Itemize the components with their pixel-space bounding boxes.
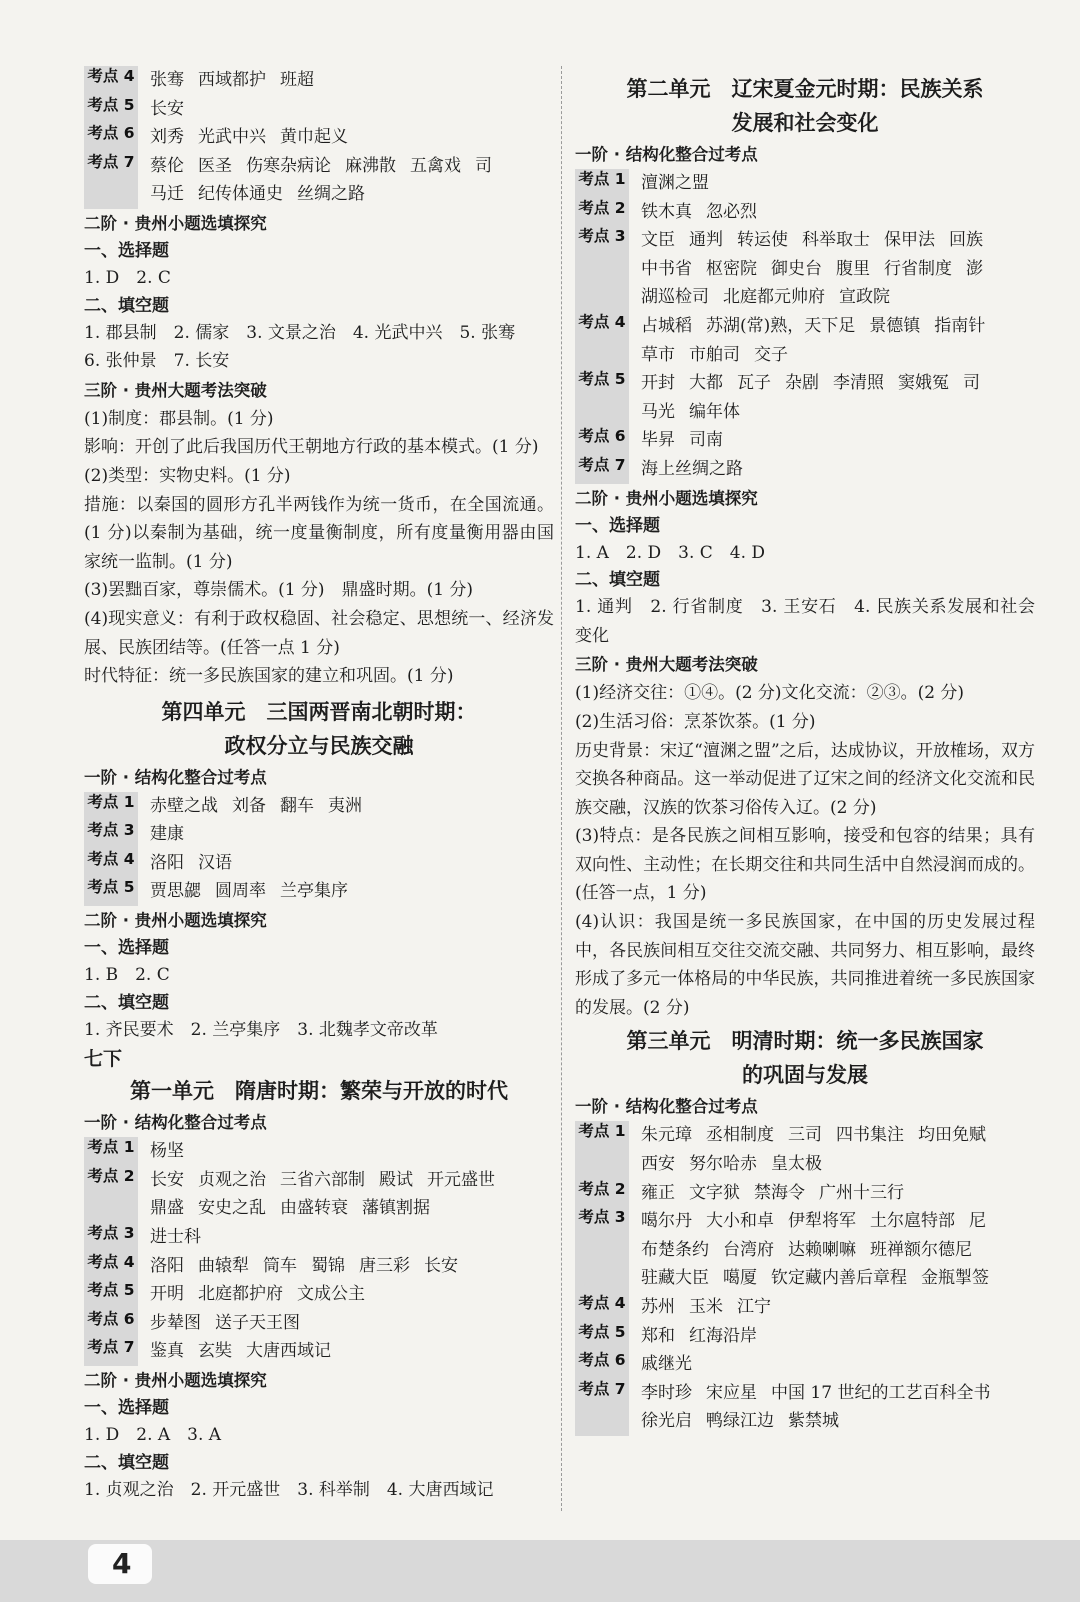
kaodian-item: 铁木真	[641, 201, 692, 222]
kaodian-item: 朱元璋	[641, 1125, 692, 1146]
kaodian-item: 洛阳	[150, 1255, 184, 1276]
kaodian-item: 文臣	[641, 230, 675, 251]
kaodian-item: 噶尔丹	[641, 1211, 692, 1232]
section-heading: 二阶 · 贵州小题选填探究	[575, 488, 758, 508]
kaodian-row	[575, 426, 1035, 455]
kaodian-item: 唐三彩	[359, 1255, 410, 1276]
kaodian-item: 贞观之治	[198, 1169, 266, 1190]
subsection-heading: 二、填空题	[84, 295, 169, 316]
kaodian-item: 大都	[689, 373, 723, 394]
answer-line: 1. D 2. A 3. A	[84, 1425, 222, 1445]
kaodian-tag: 考点 5	[575, 1322, 629, 1351]
kaodian-item: 开元盛世	[427, 1169, 495, 1190]
kaodian-row	[84, 792, 554, 821]
kaodian-items	[150, 1309, 554, 1338]
kaodian-row	[575, 1293, 1035, 1322]
unit-title: 政权分立与民族交融	[224, 733, 414, 758]
kaodian-row	[84, 1309, 554, 1338]
kaodian-row	[575, 1350, 1035, 1379]
kaodian-items	[150, 180, 554, 209]
kaodian-tag: 考点 3	[575, 226, 629, 312]
kaodian-row	[575, 455, 1035, 484]
kaodian-item: 瓦子	[737, 373, 771, 394]
kaodian-item: 达赖喇嘛	[788, 1239, 856, 1260]
kaodian-group	[84, 1137, 554, 1166]
kaodian-item: 李清照	[833, 373, 884, 394]
kaodian-item: 张骞	[150, 70, 184, 90]
kaodian-item: 大唐西域记	[246, 1341, 331, 1362]
kaodian-row	[84, 95, 554, 124]
kaodian-tag: 考点 3	[84, 820, 138, 849]
section-heading: 一阶 · 结构化整合过考点	[84, 1113, 267, 1133]
kaodian-items	[641, 1264, 1035, 1293]
kaodian-item: 安史之乱	[198, 1198, 266, 1219]
kaodian-item: 通判	[689, 230, 723, 251]
page-number: 4	[88, 1544, 152, 1584]
kaodian-item: 保甲法	[884, 230, 935, 251]
kaodian-item: 贾思勰	[150, 881, 201, 902]
kaodian-group	[575, 1179, 1035, 1208]
kaodian-items	[641, 1121, 1035, 1150]
kaodian-1	[575, 1121, 1035, 1178]
kaodian-tag: 考点 4	[84, 849, 138, 878]
kaodian-3	[575, 226, 1035, 312]
kaodian-item: 杂剧	[785, 373, 819, 394]
footer-bar	[0, 1540, 1080, 1602]
answer-line: 1. A 2. D 3. C 4. D	[575, 542, 766, 563]
kaodian-tag: 考点 6	[84, 1309, 138, 1338]
kaodian-7	[575, 1379, 1035, 1436]
kaodian-item: 指南针	[934, 315, 986, 336]
kaodian-item: 广州十三行	[819, 1182, 904, 1203]
kaodian-items	[641, 283, 1035, 312]
kaodian-item: 杨坚	[150, 1141, 184, 1162]
kaodian-item: 步辇图	[150, 1312, 201, 1333]
kaodian-row	[84, 1252, 554, 1281]
kaodian-item: 科举取士	[802, 230, 870, 251]
kaodian-items	[150, 1280, 554, 1309]
kaodian-row	[575, 1179, 1035, 1208]
kaodian-tag: 考点 1	[84, 792, 138, 821]
answer-paragraph: (1)制度：郡县制。(1 分)	[84, 408, 274, 429]
kaodian-item: 曲辕犁	[198, 1255, 249, 1276]
kaodian-items	[150, 1166, 554, 1195]
kaodian-tag: 考点 7	[575, 1379, 629, 1436]
kaodian-tag: 考点 2	[575, 1179, 629, 1208]
kaodian-item: 苏湖(常)熟，天下足	[706, 315, 856, 336]
kaodian-item: 禁海令	[754, 1182, 805, 1203]
kaodian-item: 雍正	[641, 1182, 675, 1203]
subsection-heading: 一、选择题	[575, 515, 660, 536]
kaodian-item: 鼎盛	[150, 1198, 184, 1219]
answer-line: 6. 张仲景 7. 长安	[84, 351, 230, 372]
kaodian-item: 回族	[949, 230, 983, 251]
answer-paragraph: 历史背景：宋辽“澶渊之盟”之后，达成协议，开放榷场，双方交换各种商品。这一举动促进了辽宋之间的经济文化交流和民族交融，汉族的饮茶习俗传入辽。(2 分)	[575, 740, 1035, 818]
answer-line: 1. D 2. C	[84, 267, 171, 288]
kaodian-item: 鸭绿江边	[706, 1411, 774, 1432]
answer-line: 1. 郡县制 2. 儒家 3. 文景之治 4. 光武中兴 5. 张骞	[84, 322, 516, 343]
kaodian-item: 洛阳	[150, 852, 184, 873]
kaodian-item: 丝绸之路	[297, 184, 365, 205]
kaodian-item: 毕昇	[641, 430, 675, 451]
kaodian-item: 丞相制度	[706, 1125, 774, 1146]
answer-paragraph: (1)经济交往：①④。(2 分)文化交流：②③。(2 分)	[575, 683, 965, 704]
kaodian-item: 筒车	[263, 1255, 297, 1276]
kaodian-tag: 考点 5	[84, 877, 138, 906]
kaodian-group	[84, 1223, 554, 1366]
kaodian-tag: 考点 3	[575, 1207, 629, 1293]
kaodian-items	[150, 877, 554, 906]
kaodian-item: 郑和	[641, 1325, 675, 1346]
kaodian-items	[641, 226, 1035, 255]
subsection-heading: 一、选择题	[84, 1398, 169, 1418]
kaodian-items	[150, 849, 554, 878]
answer-paragraphs	[575, 679, 1035, 1022]
kaodian-tag: 考点 2	[84, 1166, 138, 1223]
kaodian-item: 黄巾起义	[280, 127, 348, 148]
left-column	[84, 66, 554, 1504]
kaodian-item: 长安	[424, 1255, 458, 1276]
unit-title: 第二单元 辽宋夏金元时期：民族关系	[626, 77, 984, 101]
kaodian-item: 徐光启	[641, 1411, 692, 1432]
kaodian-item: 交子	[754, 344, 788, 365]
kaodian-item: 班禅额尔德尼	[870, 1239, 972, 1260]
kaodian-items	[641, 369, 1035, 398]
answer-paragraph: (2)类型：实物史料。(1 分)	[84, 465, 291, 486]
kaodian-tag: 考点 4	[84, 1252, 138, 1281]
answer-paragraph: (3)罢黜百家，尊崇儒术。(1 分) 鼎盛时期。(1 分)	[84, 580, 474, 601]
kaodian-item: 皇太极	[771, 1154, 822, 1175]
section-heading: 三阶 · 贵州大题考法突破	[575, 655, 758, 675]
kaodian-item: 枢密院	[706, 258, 757, 279]
kaodian-item: 司南	[689, 430, 723, 451]
kaodian-item: 大小和卓	[706, 1211, 774, 1232]
kaodian-tag: 考点 3	[84, 1223, 138, 1252]
kaodian-item: 蔡伦	[150, 155, 184, 176]
kaodian-row	[84, 820, 554, 849]
kaodian-row	[84, 849, 554, 878]
subsection-heading: 一、选择题	[84, 240, 169, 261]
kaodian-tag: 考点 4	[575, 312, 629, 369]
kaodian-items	[641, 1236, 1035, 1265]
section-heading: 二阶 · 贵州小题选填探究	[84, 213, 267, 233]
kaodian-item: 窦娥冤	[898, 373, 949, 394]
kaodian-2	[84, 1166, 554, 1223]
kaodian-item: 北庭都护府	[198, 1284, 283, 1305]
kaodian-items	[641, 169, 1035, 198]
kaodian-item: 宣政院	[839, 287, 890, 308]
kaodian-items	[150, 95, 554, 124]
kaodian-item: 赤壁之战	[150, 795, 218, 816]
kaodian-item: 编年体	[689, 401, 740, 422]
kaodian-item: 转运使	[737, 230, 788, 251]
kaodian-items	[150, 152, 554, 181]
kaodian-item: 尼	[969, 1211, 986, 1232]
kaodian-item: 由盛转衰	[280, 1198, 348, 1219]
kaodian-tag: 考点 6	[84, 123, 138, 152]
kaodian-items	[150, 792, 554, 821]
kaodian-item: 宋应星	[706, 1382, 757, 1403]
kaodian-items	[641, 1150, 1035, 1179]
kaodian-item: 鉴真	[150, 1341, 184, 1362]
kaodian-item: 忽必烈	[706, 201, 757, 222]
kaodian-item: 纪传体通史	[198, 184, 283, 205]
kaodian-row	[84, 877, 554, 906]
kaodian-item: 五禽戏	[410, 155, 461, 176]
kaodian-item: 红海沿岸	[689, 1325, 757, 1346]
kaodian-row	[84, 123, 554, 152]
unit-title: 第三单元 明清时期：统一多民族国家	[626, 1029, 984, 1054]
kaodian-item: 澎	[966, 258, 983, 279]
answer-line: 1. B 2. C	[84, 965, 170, 986]
kaodian-item: 御史台	[771, 258, 822, 279]
answer-paragraph: 措施：以秦国的圆形方孔半两钱作为统一货币，在全国流通。(1 分)以秦制为基础，统一度量衡制度，所有度量衡用器由国家统一监制。(1 分)	[84, 494, 554, 572]
kaodian-tag: 考点 1	[575, 1121, 629, 1178]
kaodian-tag: 考点 4	[84, 66, 138, 95]
section-heading: 二阶 · 贵州小题选填探究	[84, 1371, 267, 1390]
kaodian-tag: 考点 7	[575, 455, 629, 484]
kaodian-tag: 考点 4	[575, 1293, 629, 1322]
kaodian-item: 开封	[641, 373, 675, 394]
subsection-heading: 一、选择题	[84, 938, 169, 959]
kaodian-7	[84, 152, 554, 209]
kaodian-item: 台湾府	[723, 1239, 774, 1260]
section-heading: 三阶 · 贵州大题考法突破	[84, 380, 267, 400]
subsection-heading: 二、填空题	[84, 992, 169, 1013]
kaodian-item: 戚继光	[641, 1354, 692, 1375]
kaodian-item: 三司	[788, 1125, 822, 1146]
unit-title: 第四单元 三国两晋南北朝时期：	[161, 699, 477, 724]
unit-title: 发展和社会变化	[731, 111, 879, 135]
subsection-heading: 二、填空题	[575, 570, 660, 591]
kaodian-item: 马迁	[150, 184, 184, 205]
kaodian-item: 澶渊之盟	[641, 173, 709, 193]
kaodian-3	[575, 1207, 1035, 1293]
kaodian-items	[641, 398, 1035, 427]
column-divider	[561, 66, 562, 1511]
kaodian-item: 麻沸散	[345, 155, 396, 176]
section-heading: 一阶 · 结构化整合过考点	[84, 767, 267, 787]
kaodian-item: 蜀锦	[311, 1255, 345, 1276]
kaodian-items	[150, 820, 554, 849]
kaodian-item: 翻车	[280, 795, 314, 816]
kaodian-item: 努尔哈赤	[689, 1154, 757, 1175]
kaodian-row	[84, 1137, 554, 1166]
kaodian-items	[641, 426, 1035, 455]
kaodian-items	[641, 1379, 1035, 1408]
kaodian-group	[575, 426, 1035, 483]
kaodian-tag: 考点 5	[84, 95, 138, 124]
kaodian-item: 中书省	[641, 258, 692, 279]
kaodian-item: 占城稻	[641, 315, 692, 336]
kaodian-items	[641, 1322, 1035, 1351]
kaodian-item: 玄奘	[198, 1341, 232, 1362]
kaodian-item: 李时珍	[641, 1382, 692, 1403]
kaodian-item: 西域都护	[198, 70, 266, 90]
kaodian-item: 四书集注	[836, 1125, 904, 1146]
kaodian-item: 湖巡检司	[641, 287, 709, 308]
kaodian-item: 行省制度	[884, 258, 952, 279]
kaodian-item: 光武中兴	[198, 127, 266, 148]
kaodian-items	[150, 1252, 554, 1281]
kaodian-item: 马光	[641, 401, 675, 422]
kaodian-tag: 考点 1	[84, 1137, 138, 1166]
section-heading: 二阶 · 贵州小题选填探究	[84, 911, 267, 931]
answer-line: 1. 贞观之治 2. 开元盛世 3. 科举制 4. 大唐西域记	[84, 1479, 494, 1500]
kaodian-item: 兰亭集序	[280, 881, 348, 902]
kaodian-item: 钦定藏内善后章程	[771, 1268, 907, 1289]
kaodian-item: 土尔扈特部	[870, 1211, 955, 1232]
kaodian-item: 伤寒杂病论	[246, 155, 331, 176]
kaodian-item: 送子天王图	[215, 1312, 300, 1333]
kaodian-item: 噶厦	[723, 1268, 757, 1289]
kaodian-group	[84, 792, 554, 906]
kaodian-item: 腹里	[836, 258, 870, 279]
answer-paragraph: (4)认识：我国是统一多民族国家，在中国的历史发展过程中，各民族间相互交往交流交融、共同努力、相互影响，最终形成了多元一体格局的中华民族，共同推进着统一多民族国家的发展。(2 分)	[575, 912, 1035, 1018]
unit-title: 的巩固与发展	[742, 1063, 868, 1088]
kaodian-items	[150, 1223, 554, 1252]
kaodian-tag: 考点 2	[575, 198, 629, 227]
kaodian-item: 布楚条约	[641, 1239, 709, 1260]
kaodian-item: 司	[963, 373, 980, 394]
answer-line: 1. 齐民要术 2. 兰亭集序 3. 北魏孝文帝改革	[84, 1019, 438, 1040]
kaodian-items	[641, 255, 1035, 284]
kaodian-tag: 考点 5	[575, 369, 629, 426]
kaodian-group	[84, 66, 554, 152]
kaodian-row	[84, 1337, 554, 1366]
kaodian-items	[641, 1207, 1035, 1236]
kaodian-tag: 考点 1	[575, 169, 629, 198]
kaodian-4	[575, 312, 1035, 369]
kaodian-item: 长安	[150, 1169, 184, 1190]
kaodian-items	[150, 1194, 554, 1223]
kaodian-group	[575, 1293, 1035, 1379]
kaodian-item: 进士科	[150, 1227, 201, 1248]
kaodian-item: 藩镇割据	[362, 1198, 430, 1219]
kaodian-tag: 考点 6	[575, 426, 629, 455]
kaodian-row	[84, 66, 554, 95]
kaodian-item: 紫禁城	[788, 1411, 839, 1432]
answer-line: 1. 通判 2. 行省制度 3. 王安石 4. 民族关系发展和社会变化	[575, 597, 1035, 646]
kaodian-item: 殿试	[379, 1169, 413, 1190]
answer-paragraphs	[84, 405, 554, 691]
kaodian-items	[641, 1407, 1035, 1436]
kaodian-items	[641, 1293, 1035, 1322]
kaodian-row	[84, 1280, 554, 1309]
kaodian-item: 长安	[150, 98, 184, 119]
unit-title: 第一单元 隋唐时期：繁荣与开放的时代	[130, 1079, 508, 1104]
kaodian-tag: 考点 7	[84, 1337, 138, 1366]
kaodian-item: 司	[475, 155, 492, 176]
answer-paragraph: 影响：开创了此后我国历代王朝地方行政的基本模式。(1 分)	[84, 437, 539, 458]
kaodian-item: 驻藏大臣	[641, 1268, 709, 1289]
section-heading: 一阶 · 结构化整合过考点	[575, 145, 758, 164]
kaodian-tag: 考点 6	[575, 1350, 629, 1379]
kaodian-row	[575, 1322, 1035, 1351]
kaodian-item: 苏州	[641, 1297, 675, 1317]
kaodian-item: 建康	[150, 824, 184, 845]
kaodian-items	[641, 341, 1035, 370]
kaodian-item: 中国 17 世纪的工艺百科全书	[771, 1382, 991, 1403]
subsection-heading: 二、填空题	[84, 1452, 169, 1473]
answer-paragraph: (4)现实意义：有利于政权稳固、社会稳定、思想统一、经济发展、民族团结等。(任答一点 1 分)	[84, 608, 554, 658]
kaodian-items	[641, 1350, 1035, 1379]
kaodian-item: 市舶司	[689, 344, 740, 365]
kaodian-item: 三省六部制	[280, 1169, 365, 1190]
kaodian-item: 西安	[641, 1154, 675, 1175]
kaodian-item: 刘备	[232, 795, 266, 816]
kaodian-item: 圆周率	[215, 881, 266, 902]
kaodian-row	[84, 1223, 554, 1252]
kaodian-items	[150, 1137, 554, 1166]
kaodian-item: 文成公主	[297, 1284, 365, 1305]
kaodian-items	[150, 123, 554, 152]
kaodian-item: 医圣	[198, 155, 232, 176]
kaodian-row	[575, 198, 1035, 227]
kaodian-item: 夷洲	[328, 795, 362, 816]
kaodian-items	[641, 312, 1035, 341]
kaodian-item: 金瓶掣签	[921, 1268, 989, 1289]
kaodian-items	[641, 198, 1035, 227]
kaodian-items	[641, 1179, 1035, 1208]
kaodian-5	[575, 369, 1035, 426]
kaodian-item: 刘秀	[150, 127, 184, 148]
answer-paragraph: (2)生活习俗：烹茶饮茶。(1 分)	[575, 711, 816, 732]
kaodian-tag: 考点 7	[84, 152, 138, 209]
kaodian-item: 玉米	[689, 1297, 723, 1317]
kaodian-group	[575, 169, 1035, 226]
answer-paragraph: 时代特征：统一多民族国家的建立和巩固。(1 分)	[84, 666, 454, 687]
grade-label: 七下	[84, 1048, 123, 1071]
answer-paragraph: (3)特点：是各民族之间相互影响，接受和包容的结果；具有双向性、主动性；在长期交往和共同生活中自然浸润而成的。(任答一点，1 分)	[575, 826, 1035, 904]
kaodian-item: 班超	[280, 70, 314, 90]
kaodian-item: 伊犁将军	[788, 1211, 856, 1232]
kaodian-item: 草市	[641, 344, 675, 365]
kaodian-item: 文字狱	[689, 1182, 740, 1203]
section-heading: 一阶 · 结构化整合过考点	[575, 1097, 758, 1117]
kaodian-items	[150, 1337, 554, 1366]
kaodian-items	[150, 66, 554, 95]
kaodian-item: 汉语	[198, 852, 232, 873]
kaodian-item: 海上丝绸之路	[641, 458, 743, 479]
kaodian-tag: 考点 5	[84, 1280, 138, 1309]
kaodian-item: 江宁	[737, 1297, 771, 1317]
kaodian-item: 北庭都元帅府	[723, 287, 825, 308]
right-column	[575, 66, 1035, 1436]
kaodian-items	[641, 455, 1035, 484]
kaodian-row	[575, 169, 1035, 198]
kaodian-item: 开明	[150, 1284, 184, 1305]
kaodian-item: 景德镇	[869, 315, 921, 336]
kaodian-item: 均田免赋	[918, 1125, 986, 1146]
